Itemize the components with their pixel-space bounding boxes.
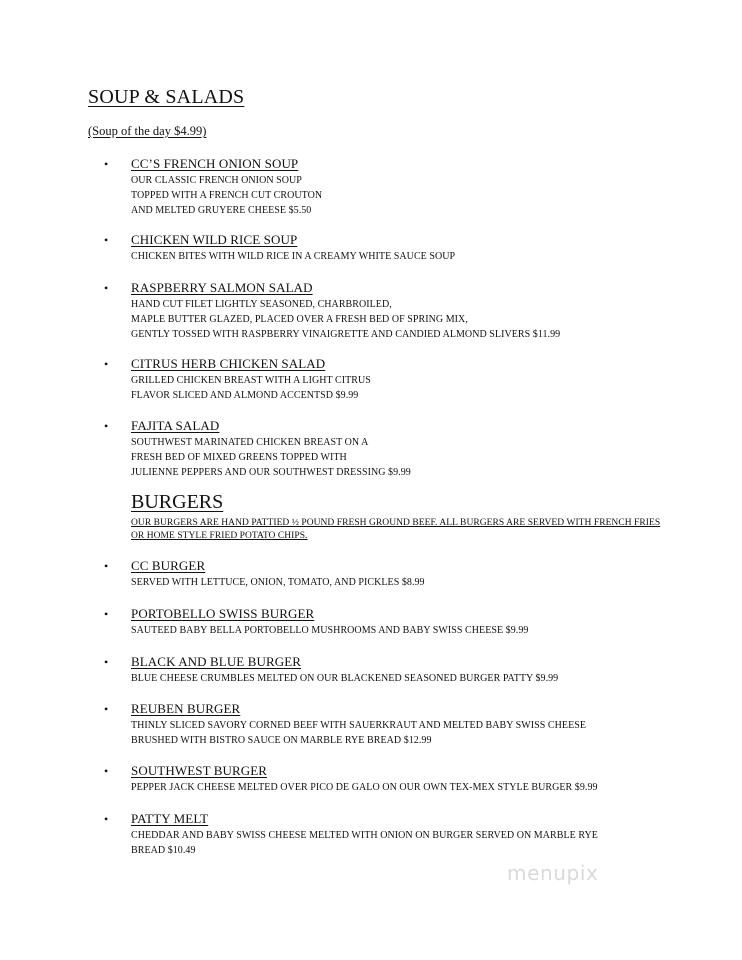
menu-item-cc-burger [104, 558, 694, 590]
bullet-icon: • [104, 702, 109, 716]
menu-item-black-and-blue-burger [104, 654, 694, 686]
menu-item-southwest-burger [104, 763, 694, 795]
menu-item-patty-melt [104, 811, 694, 858]
item-name: CC’S FRENCH ONION SOUP [131, 156, 299, 171]
item-name: CC BURGER [131, 558, 206, 573]
item-name: CITRUS HERB CHICKEN SALAD [131, 356, 326, 371]
menu-item-portobello-swiss-burger [104, 606, 694, 638]
item-description: SOUTHWEST MARINATED CHICKEN BREAST ON A FRESH BED OF MIXED GREENS TOPPED WITH JULIENNE PEPPERS AND OUR SOUTHWEST DRESSING $9.99 [131, 437, 411, 478]
item-name: CHICKEN WILD RICE SOUP [131, 232, 298, 247]
item-name: REUBEN BURGER [131, 701, 241, 716]
bullet-icon: • [104, 357, 109, 371]
menupix-watermark: menupix [507, 861, 599, 885]
item-description: GRILLED CHICKEN BREAST WITH A LIGHT CITRUS FLAVOR SLICED AND ALMOND ACCENTSD $9.99 [131, 375, 371, 401]
bullet-icon: • [104, 157, 109, 171]
bullet-icon: • [104, 812, 109, 826]
burgers-note: OUR BURGERS ARE HAND PATTIED ½ POUND FRESH GROUND BEEF. ALL BURGERS ARE SERVED WITH FRENCH FRIES OR HOME STYLE FRIED POTATO CHIPS. [131, 518, 661, 541]
bullet-icon: • [104, 559, 109, 573]
item-description: SERVED WITH LETTUCE, ONION, TOMATO, AND PICKLES $8.99 [131, 577, 425, 588]
item-name: PATTY MELT [131, 811, 209, 826]
item-name: BLACK AND BLUE BURGER [131, 654, 302, 669]
bullet-icon: • [104, 764, 109, 778]
soup-of-day-note: (Soup of the day $4.99) [88, 124, 207, 138]
burgers-heading: BURGERS [131, 491, 224, 513]
bullet-icon: • [104, 607, 109, 621]
item-name: FAJITA SALAD [131, 418, 220, 433]
menu-item-reuben-burger [104, 701, 694, 748]
menu-item-fajita-salad [104, 418, 694, 480]
menu-item-chicken-wild-rice-soup [104, 232, 694, 264]
bullet-icon: • [104, 281, 109, 295]
menu-item-raspberry-salmon-salad [104, 280, 694, 342]
soup-salads-heading: SOUP & SALADS [88, 86, 245, 108]
bullet-icon: • [104, 233, 109, 247]
menu-item-citrus-herb-chicken-salad [104, 356, 694, 403]
bullet-icon: • [104, 655, 109, 669]
item-description: SAUTEED BABY BELLA PORTOBELLO MUSHROOMS AND BABY SWISS CHEESE $9.99 [131, 625, 529, 636]
item-description: HAND CUT FILET LIGHTLY SEASONED, CHARBROILED, MAPLE BUTTER GLAZED, PLACED OVER A FRESH BED OF SPRING MIX, GENTLY TOSSED WITH RASPBERRY VINAIGRETTE AND CANDIED ALMOND SLIVERS $11.99 [131, 299, 561, 340]
item-name: PORTOBELLO SWISS BURGER [131, 606, 315, 621]
item-description: CHICKEN BITES WITH WILD RICE IN A CREAMY WHITE SAUCE SOUP [131, 251, 456, 262]
menu-item-french-onion-soup [104, 156, 694, 218]
bullet-icon: • [104, 419, 109, 433]
item-description: CHEDDAR AND BABY SWISS CHEESE MELTED WITH ONION ON BURGER SERVED ON MARBLE RYE BREAD $10.49 [131, 830, 598, 856]
item-name: RASPBERRY SALMON SALAD [131, 280, 313, 295]
item-description: OUR CLASSIC FRENCH ONION SOUP TOPPED WITH A FRENCH CUT CROUTON AND MELTED GRUYERE CHEESE $5.50 [131, 175, 323, 216]
item-name: SOUTHWEST BURGER [131, 763, 268, 778]
item-description: BLUE CHEESE CRUMBLES MELTED ON OUR BLACKENED SEASONED BURGER PATTY $9.99 [131, 673, 559, 684]
item-description: PEPPER JACK CHEESE MELTED OVER PICO DE GALO ON OUR OWN TEX-MEX STYLE BURGER $9.99 [131, 782, 598, 793]
item-description: THINLY SLICED SAVORY CORNED BEEF WITH SAUERKRAUT AND MELTED BABY SWISS CHEESE BRUSHED WITH BISTRO SAUCE ON MARBLE RYE BREAD $12.99 [131, 720, 587, 746]
